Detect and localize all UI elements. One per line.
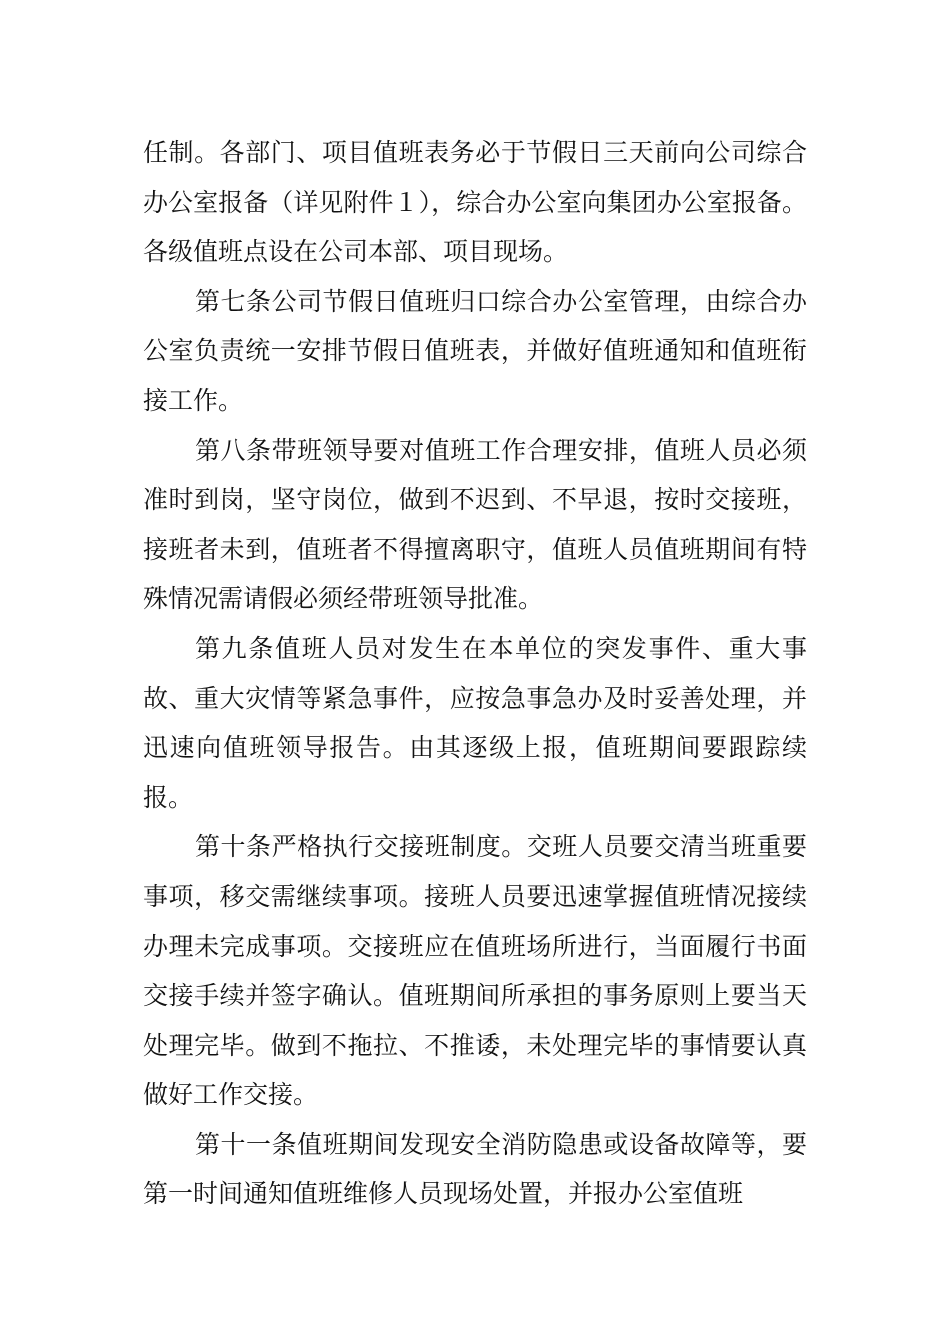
paragraph-article-10: 第十条严格执行交接班制度。交班人员要交清当班重要事项，移交需继续事项。接班人员要迅速掌握值班情况接续办理未完成事项。交接班应在值班场所进行，当面履行书面交接手续并签字确认。值班期间所承担的事务原则上要当天处理完毕。做到不拖拉、不推诿，未处理完毕的事情要认真做好工作交接。	[143, 832, 807, 1110]
paragraph-article-7: 第七条公司节假日值班归口综合办公室管理，由综合办公室负责统一安排节假日值班表，并做好值班通知和值班衔接工作。	[143, 286, 807, 415]
document-page	[143, 128, 807, 1219]
paragraph-article-8: 第八条带班领导要对值班工作合理安排，值班人员必须准时到岗，坚守岗位，做到不迟到、不早退，按时交接班，接班者未到，值班者不得擅离职守，值班人员值班期间有特殊情况需请假必须经带班领导批准。	[143, 435, 807, 614]
paragraph-article-9: 第九条值班人员对发生在本单位的突发事件、重大事故、重大灾情等紧急事件，应按急事急办及时妥善处理，并迅速向值班领导报告。由其逐级上报，值班期间要跟踪续报。	[143, 633, 807, 812]
paragraph-article-11: 第十一条值班期间发现安全消防隐患或设备故障等，要第一时间通知值班维修人员现场处置，并报办公室值班	[143, 1129, 807, 1209]
paragraph-duty-responsibility: 任制。各部门、项目值班表务必于节假日三天前向公司综合办公室报备（详见附件１），综合办公室向集团办公室报备。各级值班点设在公司本部、项目现场。	[143, 138, 807, 267]
